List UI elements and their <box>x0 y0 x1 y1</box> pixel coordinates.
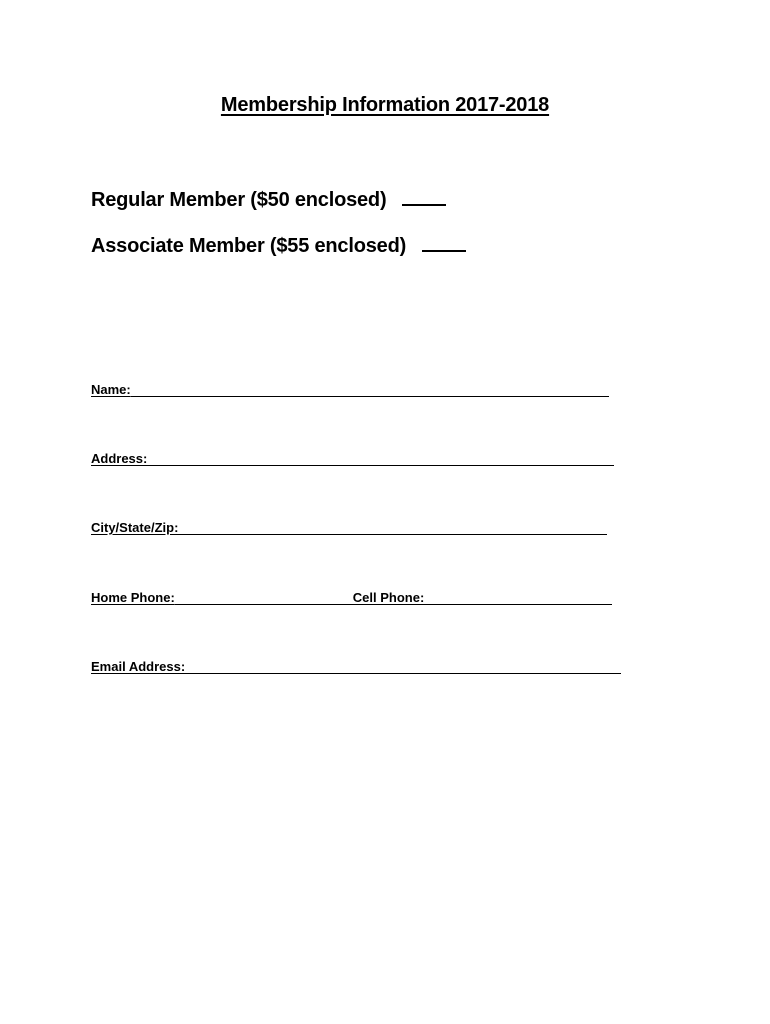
associate-member-option <box>91 232 466 258</box>
home-phone-label: Home Phone: <box>91 590 175 605</box>
form-title-text: Membership Information 2017-2018 <box>220 94 550 116</box>
associate-member-checkmark-blank[interactable] <box>422 232 466 252</box>
home-phone-input-line[interactable] <box>175 591 353 605</box>
regular-member-option <box>91 186 446 212</box>
city-state-zip-input-line[interactable] <box>178 521 607 535</box>
associate-member-label: Associate Member ($55 enclosed) <box>91 235 407 257</box>
name-field <box>91 380 609 398</box>
regular-member-label: Regular Member ($50 enclosed) <box>91 189 387 211</box>
name-input-line[interactable] <box>131 383 609 397</box>
city-state-zip-label: City/State/Zip: <box>91 520 179 535</box>
name-label: Name: <box>91 382 131 397</box>
cell-phone-label: Cell Phone: <box>352 590 425 605</box>
email-field <box>91 657 621 675</box>
address-field <box>91 449 614 467</box>
email-label: Email Address: <box>91 659 186 674</box>
form-title <box>0 94 770 117</box>
phone-fields <box>91 588 612 606</box>
address-input-line[interactable] <box>147 452 614 466</box>
city-state-zip-field <box>91 518 607 536</box>
address-label: Address: <box>91 451 148 466</box>
regular-member-checkmark-blank[interactable] <box>402 186 446 206</box>
cell-phone-input-line[interactable] <box>424 591 612 605</box>
email-input-line[interactable] <box>185 660 621 674</box>
